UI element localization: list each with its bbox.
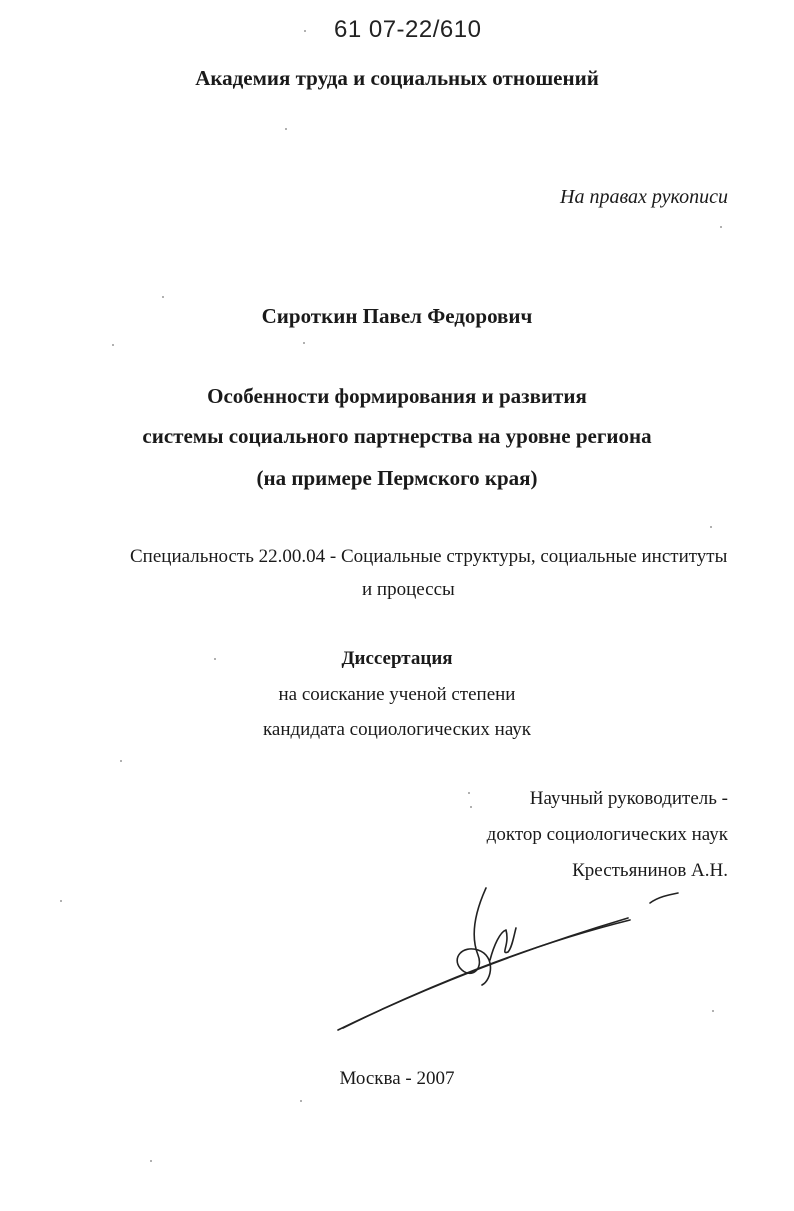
dissertation-heading: Диссертация bbox=[341, 648, 453, 669]
title-line-2: системы социального партнерства на уровне региона bbox=[142, 424, 652, 448]
specialty-line-1: Специальность 22.00.04 - Социальные структуры, социальные институты bbox=[130, 546, 728, 567]
archive-stamp: 61 07-22/610 bbox=[334, 16, 482, 43]
title-line-3: (на примере Пермского края) bbox=[256, 466, 538, 490]
specialty-line-2: и процессы bbox=[362, 579, 455, 600]
advisor-name: Крестьянинов А.Н. bbox=[572, 860, 728, 881]
author-name: Сироткин Павел Федорович bbox=[261, 304, 533, 328]
organization-name: Академия труда и социальных отношений bbox=[195, 66, 599, 90]
advisor-role: Научный руководитель - bbox=[529, 788, 728, 809]
dissertation-degree-line-2: кандидата социологических наук bbox=[262, 719, 532, 740]
advisor-degree: доктор социологических наук bbox=[486, 824, 728, 845]
title-line-1: Особенности формирования и развития bbox=[207, 384, 587, 408]
manuscript-note: На правах рукописи bbox=[560, 186, 728, 208]
dissertation-degree-line-1: на соискание ученой степени bbox=[278, 684, 516, 705]
city-year: Москва - 2007 bbox=[339, 1068, 455, 1089]
